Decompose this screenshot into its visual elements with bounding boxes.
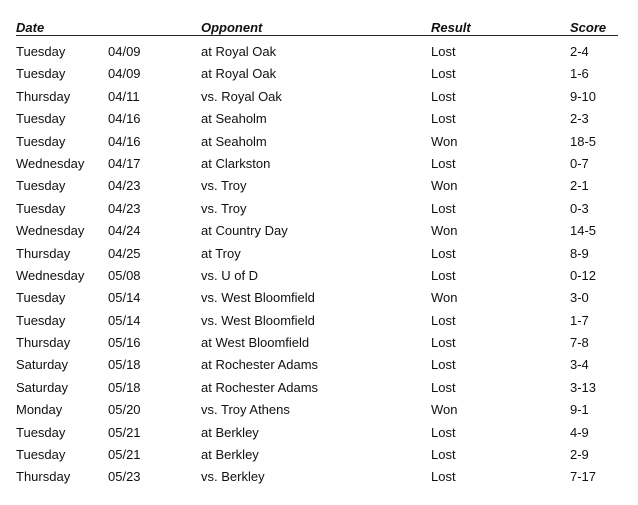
game-opponent: at Berkley [201,424,259,440]
table-row [16,265,618,287]
game-result: Won [431,290,458,306]
game-opponent: vs. Troy [201,200,247,216]
table-row [16,310,618,332]
table-row [16,131,618,153]
game-result: Lost [431,312,456,328]
game-score: 3-4 [570,357,589,373]
game-score: 3-0 [570,290,589,306]
game-score: 1-6 [570,66,589,82]
game-result: Won [431,402,458,418]
game-opponent: at Rochester Adams [201,379,319,395]
game-opponent: vs. Troy Athens [201,402,290,418]
game-opponent: vs. West Bloomfield [201,312,315,328]
game-opponent: vs. U of D [201,267,259,283]
game-date: 04/23 [108,200,141,216]
game-date: 05/14 [108,312,141,328]
game-date: 04/25 [108,245,141,261]
game-score: 4-9 [570,424,589,440]
game-day: Tuesday [16,66,66,82]
game-result: Lost [431,447,456,463]
game-day: Saturday [16,379,69,395]
game-opponent: vs. Berkley [201,469,265,485]
game-result: Lost [431,88,456,104]
game-result: Lost [431,245,456,261]
game-day: Tuesday [16,312,66,328]
game-date: 04/11 [108,88,140,104]
game-date: 05/18 [108,357,141,373]
game-date: 05/16 [108,335,141,351]
table-row [16,399,618,421]
game-opponent: vs. Royal Oak [201,88,282,104]
table-row [16,422,618,444]
table-row [16,466,618,488]
game-score: 9-1 [570,402,589,418]
game-day: Thursday [16,335,71,351]
game-score: 0-7 [570,155,589,171]
game-date: 04/16 [108,111,141,127]
game-date: 04/16 [108,133,141,149]
game-result: Won [431,133,458,149]
game-score: 7-8 [570,335,589,351]
game-date: 04/23 [108,178,141,194]
header-date: Date [16,20,45,35]
table-row [16,198,618,220]
game-opponent: at Country Day [201,223,288,239]
game-score: 18-5 [570,133,597,149]
game-score: 8-9 [570,245,589,261]
game-score: 0-3 [570,200,589,216]
game-score: 2-3 [570,111,589,127]
game-day: Tuesday [16,111,66,127]
game-day: Tuesday [16,290,66,306]
game-day: Saturday [16,357,69,373]
game-opponent: at Rochester Adams [201,357,319,373]
game-score: 1-7 [570,312,589,328]
game-day: Thursday [16,469,71,485]
game-result: Lost [431,66,456,82]
header-opponent: Opponent [201,20,263,35]
table-row [16,332,618,354]
table-row [16,86,618,108]
table-row [16,41,618,63]
table-row [16,354,618,376]
schedule-table [16,18,618,489]
game-opponent: at Troy [201,245,241,261]
game-day: Tuesday [16,44,66,59]
game-result: Lost [431,424,456,440]
table-header [16,18,618,36]
game-date: 05/14 [108,290,141,306]
game-day: Thursday [16,88,71,104]
game-result: Lost [431,44,456,59]
game-day: Tuesday [16,200,66,216]
table-row [16,243,618,265]
table-row [16,377,618,399]
game-result: Lost [431,111,456,127]
game-date: 04/09 [108,44,141,59]
game-result: Won [431,178,458,194]
game-date: 05/20 [108,402,141,418]
game-date: 05/18 [108,379,141,395]
game-opponent: at Seaholm [201,111,267,127]
game-day: Tuesday [16,447,66,463]
header-score: Score [570,20,607,35]
game-result: Lost [431,357,456,373]
game-date: 05/23 [108,469,141,485]
game-opponent: vs. West Bloomfield [201,290,315,306]
game-result: Lost [431,200,456,216]
game-opponent: at Clarkston [201,155,271,171]
game-score: 7-17 [570,469,597,485]
game-day: Thursday [16,245,71,261]
game-day: Tuesday [16,178,66,194]
game-date: 05/21 [108,424,141,440]
header-result: Result [431,20,471,35]
table-row [16,153,618,175]
game-date: 04/17 [108,155,141,171]
game-score: 3-13 [570,379,597,395]
game-day: Wednesday [16,267,85,283]
game-score: 14-5 [570,223,597,239]
table-row [16,108,618,130]
game-opponent: at Berkley [201,447,259,463]
table-row [16,175,618,197]
game-opponent: at Seaholm [201,133,267,149]
game-opponent: at West Bloomfield [201,335,310,351]
game-day: Tuesday [16,133,66,149]
game-result: Lost [431,335,456,351]
game-date: 05/08 [108,267,141,283]
table-row [16,63,618,85]
table-row [16,287,618,309]
table-body [16,41,618,489]
game-result: Won [431,223,458,239]
game-date: 04/09 [108,66,141,82]
game-day: Tuesday [16,424,66,440]
game-date: 05/21 [108,447,141,463]
game-score: 2-1 [570,178,589,194]
game-result: Lost [431,155,456,171]
table-row [16,220,618,242]
game-result: Lost [431,379,456,395]
game-opponent: vs. Troy [201,178,247,194]
game-day: Monday [16,402,63,418]
game-day: Wednesday [16,223,85,239]
game-score: 2-4 [570,44,589,59]
game-result: Lost [431,469,456,485]
game-score: 2-9 [570,447,589,463]
game-score: 9-10 [570,88,597,104]
table-row [16,444,618,466]
game-opponent: at Royal Oak [201,66,277,82]
game-date: 04/24 [108,223,141,239]
game-result: Lost [431,267,456,283]
game-day: Wednesday [16,155,85,171]
game-score: 0-12 [570,267,597,283]
game-opponent: at Royal Oak [201,44,277,59]
